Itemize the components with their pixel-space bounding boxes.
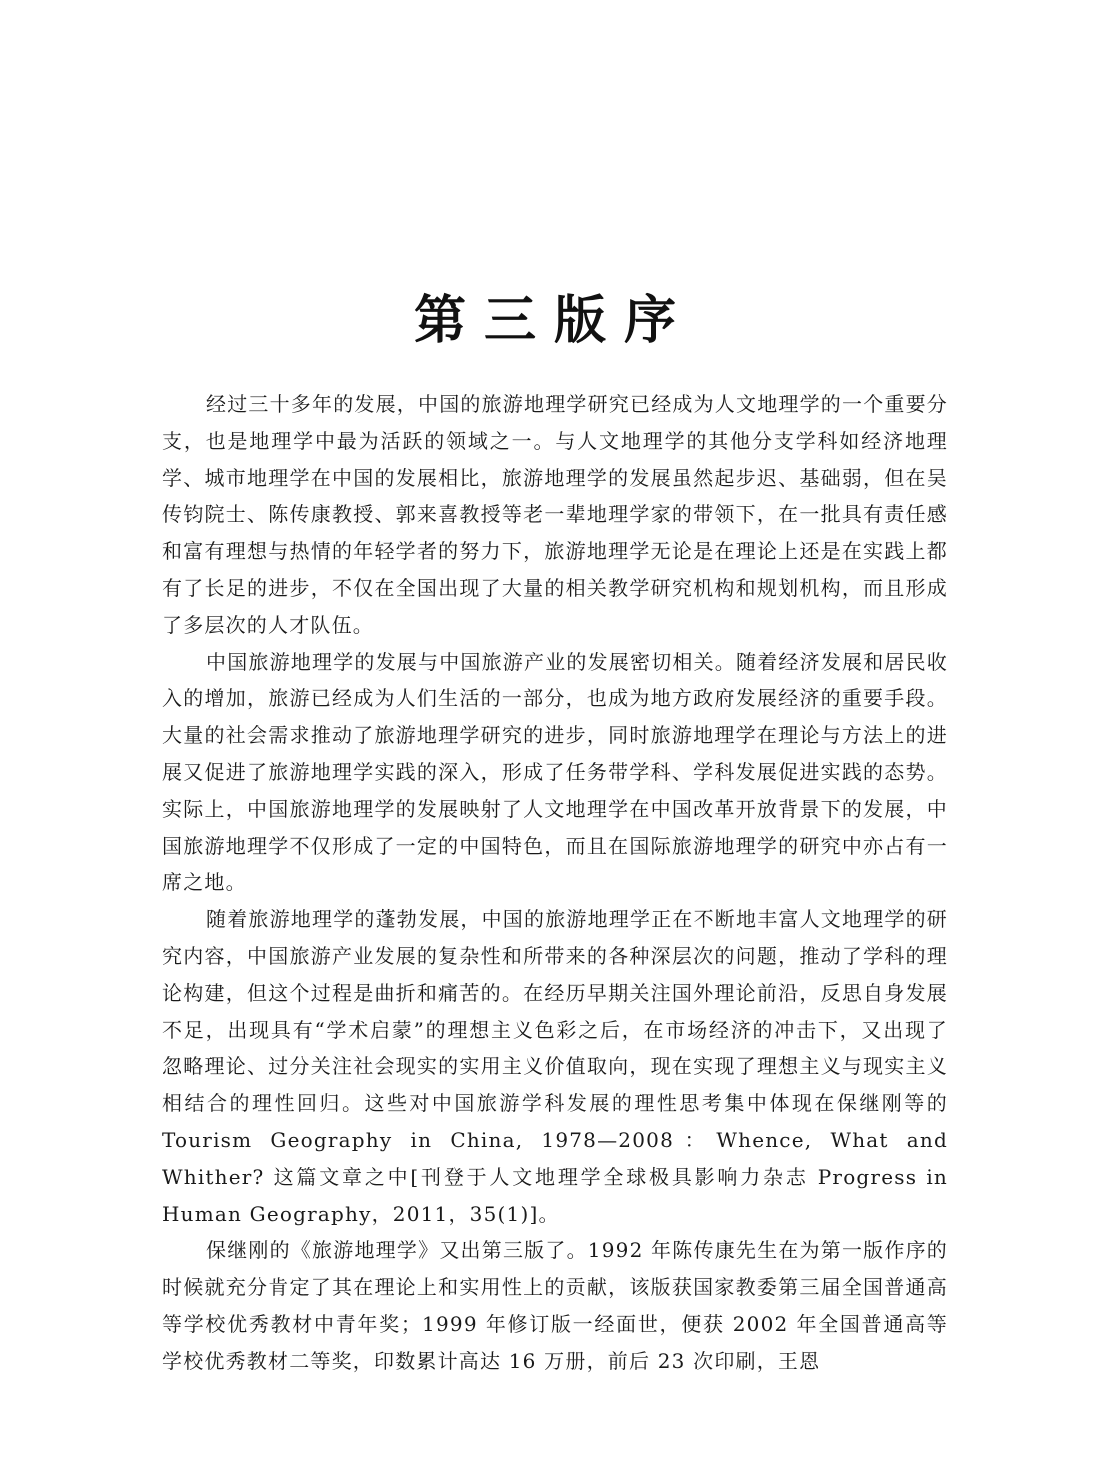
page-title: 第三版序 <box>413 290 694 351</box>
paragraph-1: 经过三十多年的发展，中国的旅游地理学研究已经成为人文地理学的一个重要分支，也是地理学中最为活跃的领域之一。与人文地理学的其他分支学科如经济地理学、城市地理学在中国的发展相比，旅游地理学的发展虽然起步迟、基础弱，但在吴传钧院士、陈传康教授、郭来喜教授等老一辈地理学家的带领下，在一批具有责任感和富有理想与热情的年轻学者的努力下，旅游地理学无论是在理论上还是在实践上都有了长足的进步，不仅在全国出现了大量的相关教学研究机构和规划机构，而且形成了多层次的人才队伍。 <box>162 392 948 637</box>
paragraph-4: 保继刚的《旅游地理学》又出第三版了。1992 年陈传康先生在为第一版作序的时候就充分肯定了其在理论上和实用性上的贡献，该版获国家教委第三届全国普通高等学校优秀教材中青年奖；1999 年修订版一经面世，便获 2002 年全国普通高等学校优秀教材二等奖，印数累计高达 16 万册，前后 23 次印刷，王恩 <box>162 1238 948 1373</box>
paragraph-2: 中国旅游地理学的发展与中国旅游产业的发展密切相关。随着经济发展和居民收入的增加，旅游已经成为人们生活的一部分，也成为地方政府发展经济的重要手段。大量的社会需求推动了旅游地理学研究的进步，同时旅游地理学在理论与方法上的进展又促进了旅游地理学实践的深入，形成了任务带学科、学科发展促进实践的态势。实际上，中国旅游地理学的发展映射了人文地理学在中国改革开放背景下的发展，中国旅游地理学不仅形成了一定的中国特色，而且在国际旅游地理学的研究中亦占有一席之地。 <box>162 649 948 895</box>
paragraph-3: 随着旅游地理学的蓬勃发展，中国的旅游地理学正在不断地丰富人文地理学的研究内容，中国旅游产业发展的复杂性和所带来的各种深层次的问题，推动了学科的理论构建，但这个过程是曲折和痛苦的。在经历早期关注国外理论前沿，反思自身发展不足，出现具有“学术启蒙”的理想主义色彩之后，在市场经济的冲击下，又出现了忽略理论、过分关注社会现实的实用主义价值取向，现在实现了理想主义与现实主义相结合的理性回归。这些对中国旅游学科发展的理性思考集中体现在保继刚等的 Tourism Geography in China, 1978—2008：Whence, What and Whither? 这篇文章之中[刊登于人文地理学全球极具影响力杂志 Progress in Human Geography，2011，35(1)]。 <box>162 907 948 1226</box>
document-body <box>162 386 948 1380</box>
